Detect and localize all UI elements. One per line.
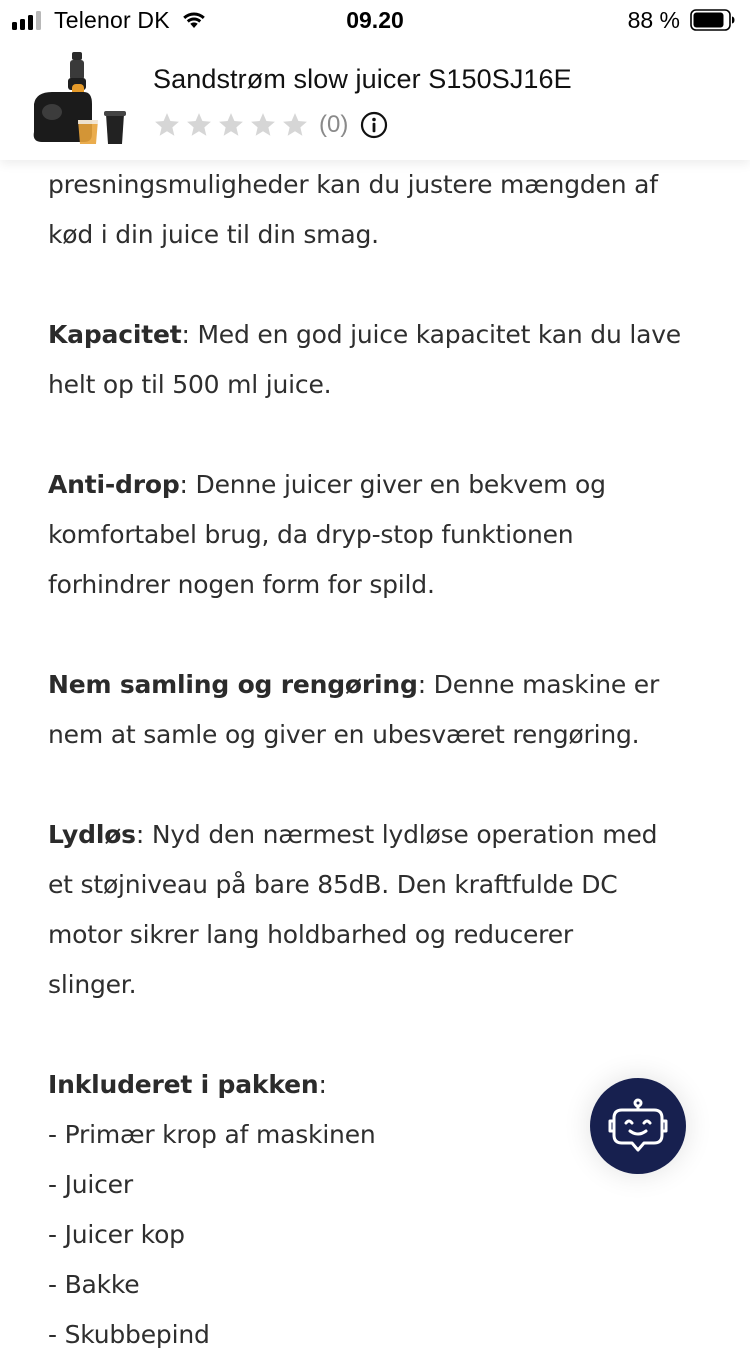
feature-capacity: Kapacitet: Med en god juice kapacitet kan du lave	[48, 320, 681, 349]
star-icon	[153, 111, 181, 139]
star-rating	[153, 111, 313, 139]
description-line: motor sikrer lang holdbarhed og reducerer	[48, 920, 573, 949]
feature-title: Lydløs	[48, 820, 136, 849]
star-icon	[185, 111, 213, 139]
description-line: presningsmuligheder kan du justere mængden af	[48, 170, 658, 199]
chatbot-button[interactable]	[590, 1078, 686, 1174]
package-item: - Bakke	[48, 1270, 140, 1299]
product-thumbnail[interactable]	[28, 48, 132, 152]
battery-icon	[690, 9, 736, 31]
description-line: komfortabel brug, da dryp-stop funktionen	[48, 520, 574, 549]
star-icon	[281, 111, 309, 139]
description-line: forhindrer nogen form for spild.	[48, 570, 435, 599]
feature-title: Anti-drop	[48, 470, 180, 499]
feature-assembly-cleaning: Nem samling og rengøring: Denne maskine er	[48, 670, 660, 699]
package-item: - Juicer	[48, 1170, 133, 1199]
product-title: Sandstrøm slow juicer S150SJ16E	[153, 64, 572, 94]
robot-face-icon	[607, 1095, 669, 1157]
product-header	[0, 40, 750, 160]
description-line: et støjniveau på bare 85dB. Den kraftfulde DC	[48, 870, 618, 899]
package-item: - Primær krop af maskinen	[48, 1120, 376, 1149]
battery-percentage: 88 %	[627, 6, 680, 33]
status-time: 09.20	[346, 7, 404, 33]
description-line: slinger.	[48, 970, 137, 999]
package-item: - Skubbepind	[48, 1320, 210, 1349]
status-right	[628, 7, 736, 33]
package-heading: Inkluderet i pakken:	[48, 1070, 327, 1099]
rating-row[interactable]	[153, 106, 388, 144]
feature-silent: Lydløs: Nyd den nærmest lydløse operation med	[48, 820, 658, 849]
description-line: kød i din juice til din smag.	[48, 220, 379, 249]
description-line: helt op til 500 ml juice.	[48, 370, 332, 399]
feature-title: Nem samling og rengøring	[48, 670, 418, 699]
feature-title: Kapacitet	[48, 320, 182, 349]
star-icon	[249, 111, 277, 139]
info-icon[interactable]	[360, 111, 388, 139]
feature-anti-drop: Anti-drop: Denne juicer giver en bekvem og	[48, 470, 606, 499]
carrier-name: Telenor DK	[54, 6, 170, 33]
product-description	[48, 160, 708, 1360]
star-icon	[217, 111, 245, 139]
package-title: Inkluderet i pakken	[48, 1070, 319, 1099]
review-count: (0)	[319, 111, 349, 138]
status-bar	[0, 0, 750, 40]
description-line: nem at samle og giver en ubesværet rengøring.	[48, 720, 640, 749]
package-item: - Juicer kop	[48, 1220, 185, 1249]
